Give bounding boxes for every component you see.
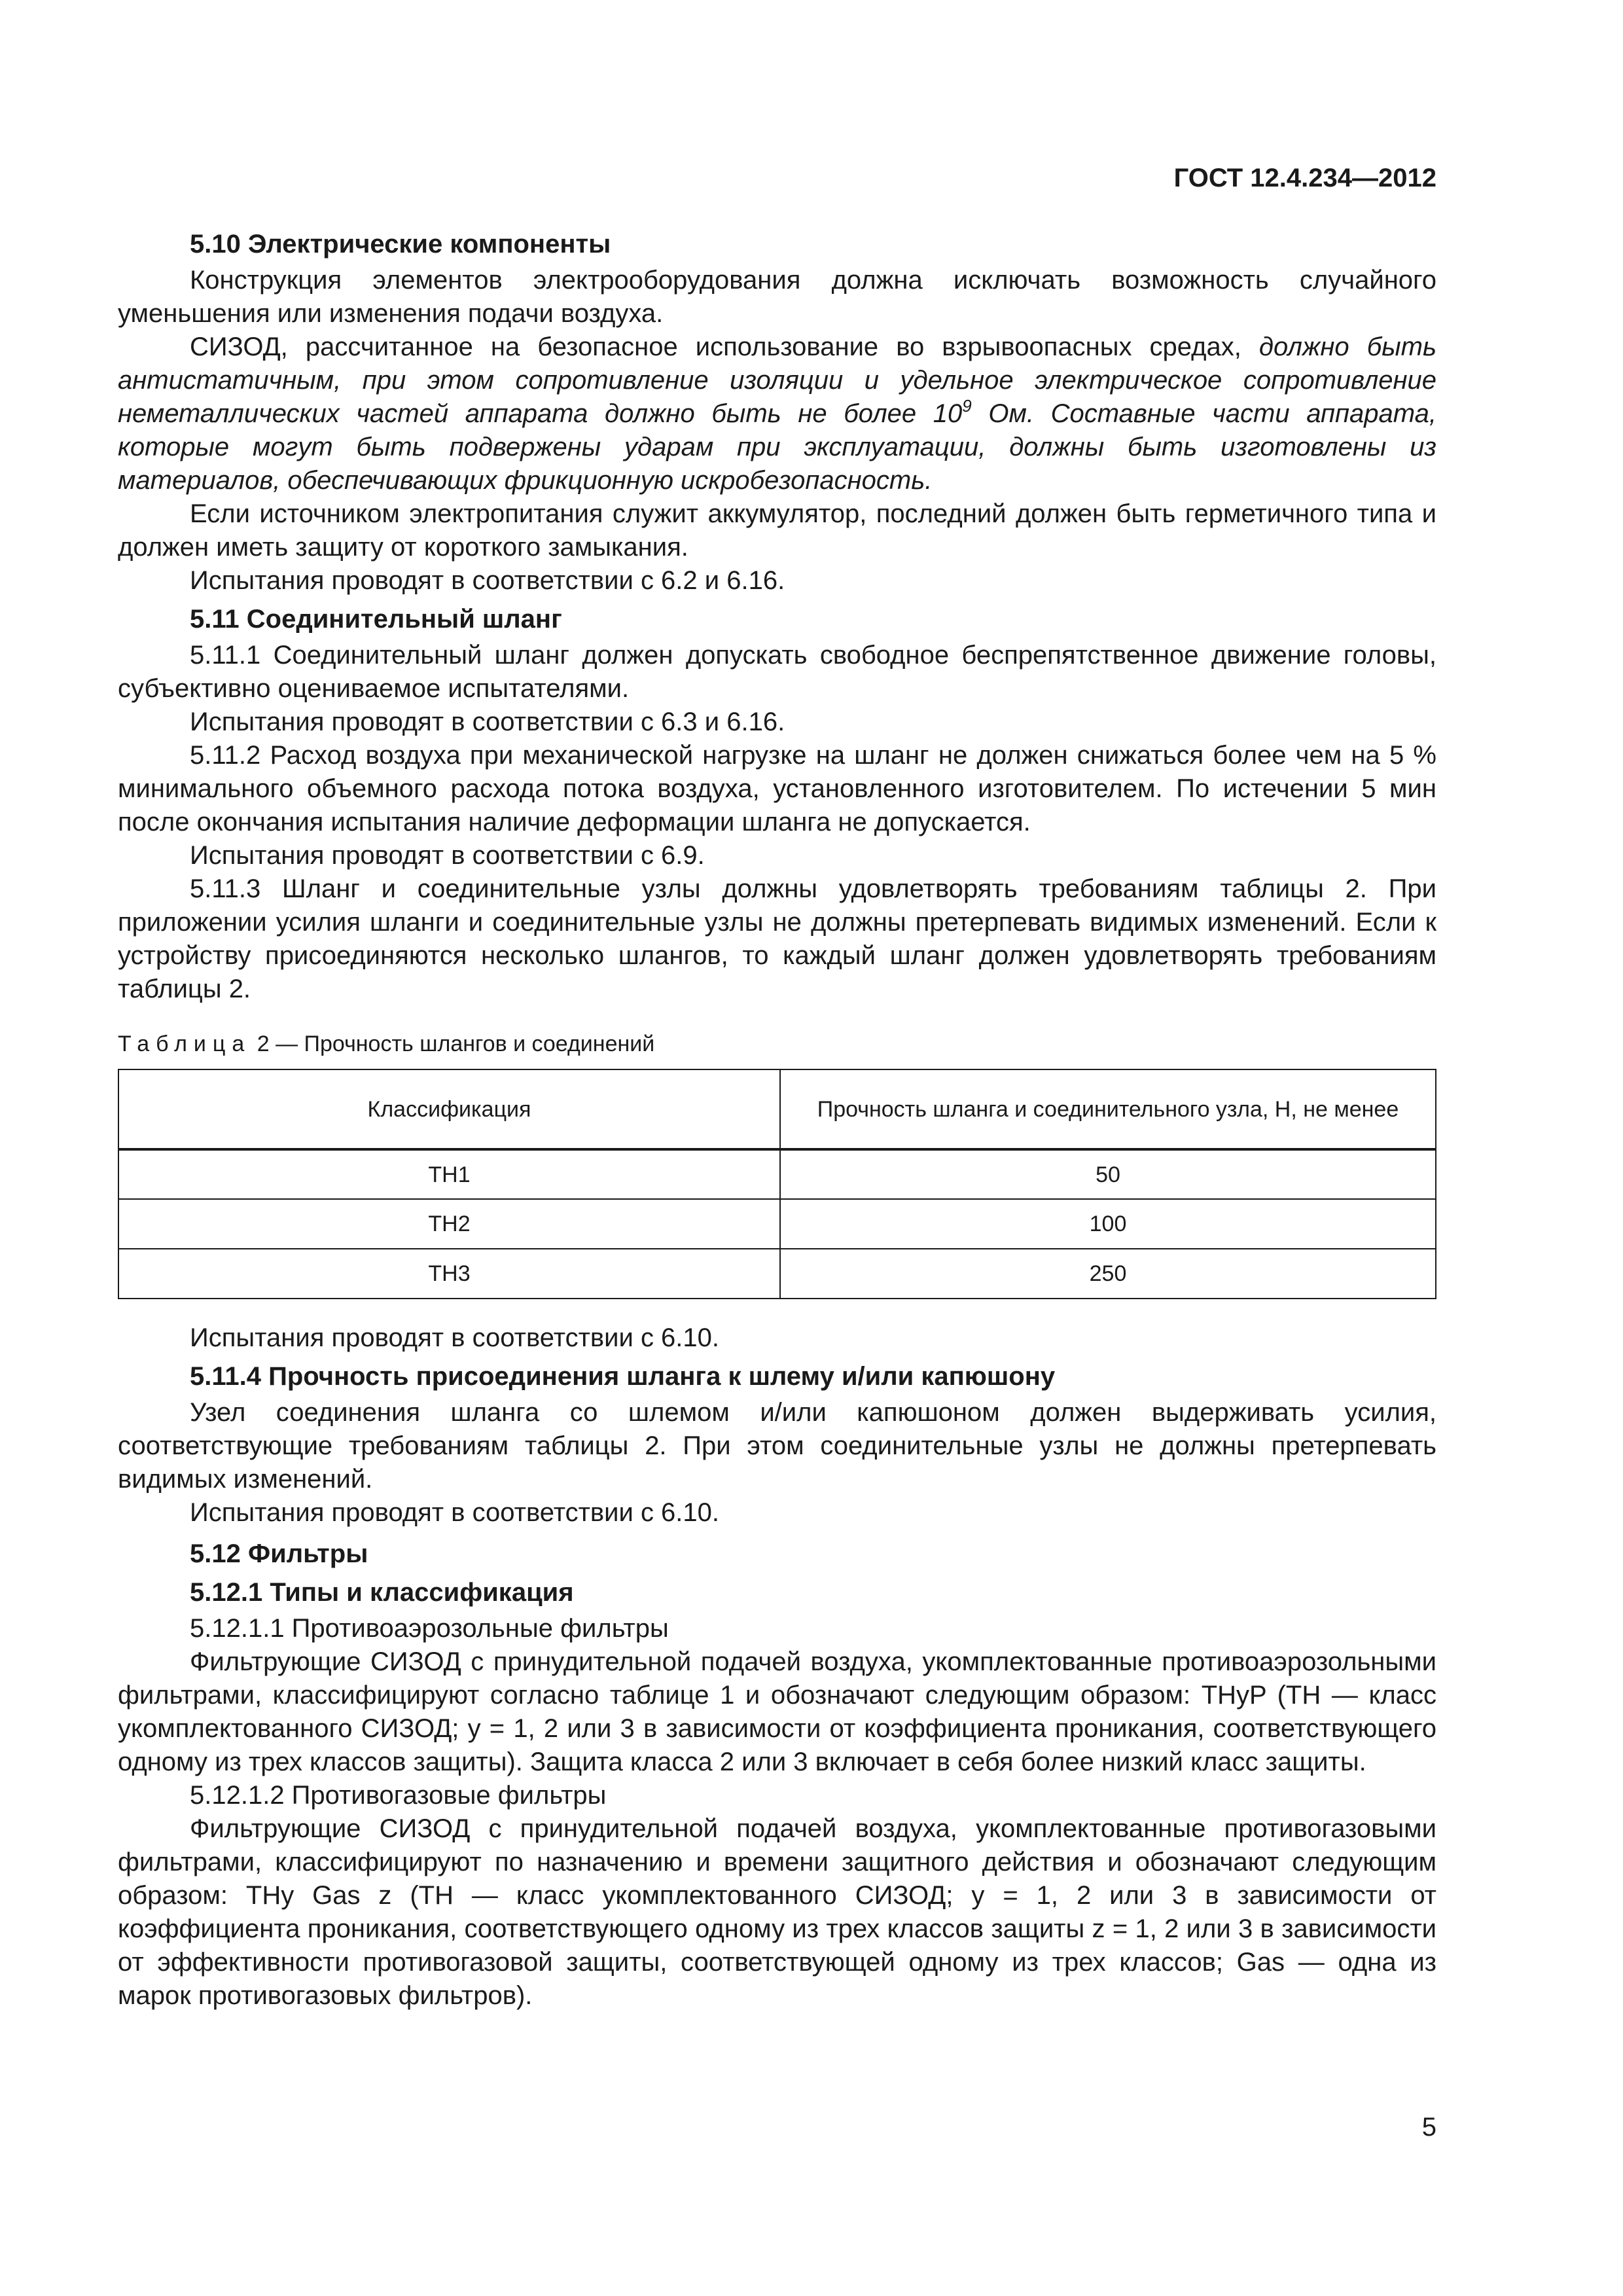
table-caption — [118, 1030, 1436, 1058]
table-cell-strength: 100 — [780, 1199, 1436, 1249]
paragraph: Узел соединения шланга со шлемом и/или капюшоном должен выдерживать усилия, соответствующие требованиям таблицы 2. При этом соединительные узлы не должны претерпевать видимых изменений. — [118, 1398, 1436, 1494]
paragraph: Испытания проводят в соответствии с 6.3 и 6.16. — [190, 708, 785, 736]
table-caption-label: Таблица — [118, 1031, 251, 1056]
page-number: 5 — [1421, 2113, 1436, 2142]
paragraph: Если источником электропитания служит аккумулятор, последний должен быть герметичного типа и должен иметь защиту от короткого замыкания. — [118, 499, 1436, 562]
column-header-classification: Классификация — [118, 1069, 780, 1149]
table-header-row — [118, 1069, 1436, 1149]
section-heading-5-11: 5.11 Соединительный шланг — [190, 605, 562, 634]
document-code-header: ГОСТ 12.4.234—2012 — [1173, 164, 1436, 192]
paragraph: Фильтрующие СИЗОД с принудительной подачей воздуха, укомплектованные противогазовыми фильтрами, классифицируют по назначению и времени защитного действия и обозначают следующим образом: THy Gas z (ТН — класс укомплектованного СИЗОД; у = 1, 2 или 3 в зависимости от коэффициента проникания, соответствующего одному из трех классов защиты z = 1, 2 или 3 в зависимости от эффективности противогазовой защиты, соответствующей одному из трех классов; Gas — одна из марок противогазовых фильтров). — [118, 1814, 1436, 2010]
paragraph: Конструкция элементов электрооборудования должна исключать возможность случайного уменьшения или изменения подачи воздуха. — [118, 266, 1436, 328]
paragraph: 5.12.1.1 Противоаэрозольные фильтры — [190, 1614, 669, 1643]
paragraph: Фильтрующие СИЗОД с принудительной подачей воздуха, укомплектованные противоаэрозольными фильтрами, классифицируют согласно таблице 1 и обозначают следующим образом: THyP (ТН — класс укомплектованного СИЗОД; у = 1, 2 или 3 в зависимости от коэффициента проникания, соответствующего одному из трех классов защиты). Защита класса 2 или 3 включает в себя более низкий класс защиты. — [118, 1647, 1436, 1776]
section-heading-5-12: 5.12 Фильтры — [190, 1539, 368, 1568]
section-heading-5-12-1: 5.12.1 Типы и классификация — [190, 1578, 574, 1607]
paragraph: Испытания проводят в соответствии с 6.10. — [190, 1498, 720, 1527]
table-hose-strength — [118, 1069, 1436, 1299]
paragraph: Испытания проводят в соответствии с 6.2 и 6.16. — [190, 566, 785, 595]
page-content — [118, 223, 1436, 2013]
table-row — [118, 1149, 1436, 1199]
table-cell-strength: 50 — [780, 1149, 1436, 1199]
paragraph: 5.11.1 Соединительный шланг должен допускать свободное беспрепятственное движение головы, субъективно оцениваемое испытателями. — [118, 641, 1436, 703]
table-caption-text: 2 — Прочность шлангов и соединений — [251, 1031, 655, 1056]
table-cell-strength: 250 — [780, 1249, 1436, 1299]
table-cell-class: ТН3 — [118, 1249, 780, 1299]
paragraph-antistatic — [118, 331, 1436, 497]
paragraph-lead: СИЗОД, рассчитанное на безопасное использование во взрывоопасных средах, — [190, 332, 1259, 361]
italic-text: должно быть антистатичным, при этом сопротивление изоляции и удельное электрическое сопротивление неметаллических частей аппарата должно быть не более 10 — [118, 332, 1436, 428]
superscript: 9 — [962, 396, 972, 416]
section-heading-5-11-4: 5.11.4 Прочность присоединения шланга к шлему и/или капюшону — [190, 1362, 1056, 1391]
table-cell-class: ТН1 — [118, 1149, 780, 1199]
section-heading-5-10: 5.10 Электрические компоненты — [190, 230, 611, 259]
table-row — [118, 1249, 1436, 1299]
paragraph: 5.12.1.2 Противогазовые фильтры — [190, 1781, 607, 1810]
paragraph: 5.11.3 Шланг и соединительные узлы должны удовлетворять требованиям таблицы 2. При приложении усилия шланги и соединительные узлы не должны претерпевать видимых изменений. Если к устройству присоединяются несколько шлангов, то каждый шланг должен удовлетворять требованиям таблицы 2. — [118, 874, 1436, 1003]
table-cell-class: ТН2 — [118, 1199, 780, 1249]
paragraph: 5.11.2 Расход воздуха при механической нагрузке на шланг не должен снижаться более чем на 5 % минимального объемного расхода потока воздуха, установленного изготовителем. По истечении 5 мин после окончания испытания наличие деформации шланга не допускается. — [118, 741, 1436, 836]
paragraph: Испытания проводят в соответствии с 6.10. — [190, 1323, 720, 1352]
italic-text: Ом. Составные части аппарата, которые могут быть подвержены ударам при эксплуатации, должны быть изготовлены из материалов, обеспечивающих фрикционную искробезопасность. — [118, 399, 1436, 495]
paragraph: Испытания проводят в соответствии с 6.9. — [190, 841, 705, 870]
column-header-strength: Прочность шланга и соединительного узла, Н, не менее — [780, 1069, 1436, 1149]
table-row — [118, 1199, 1436, 1249]
